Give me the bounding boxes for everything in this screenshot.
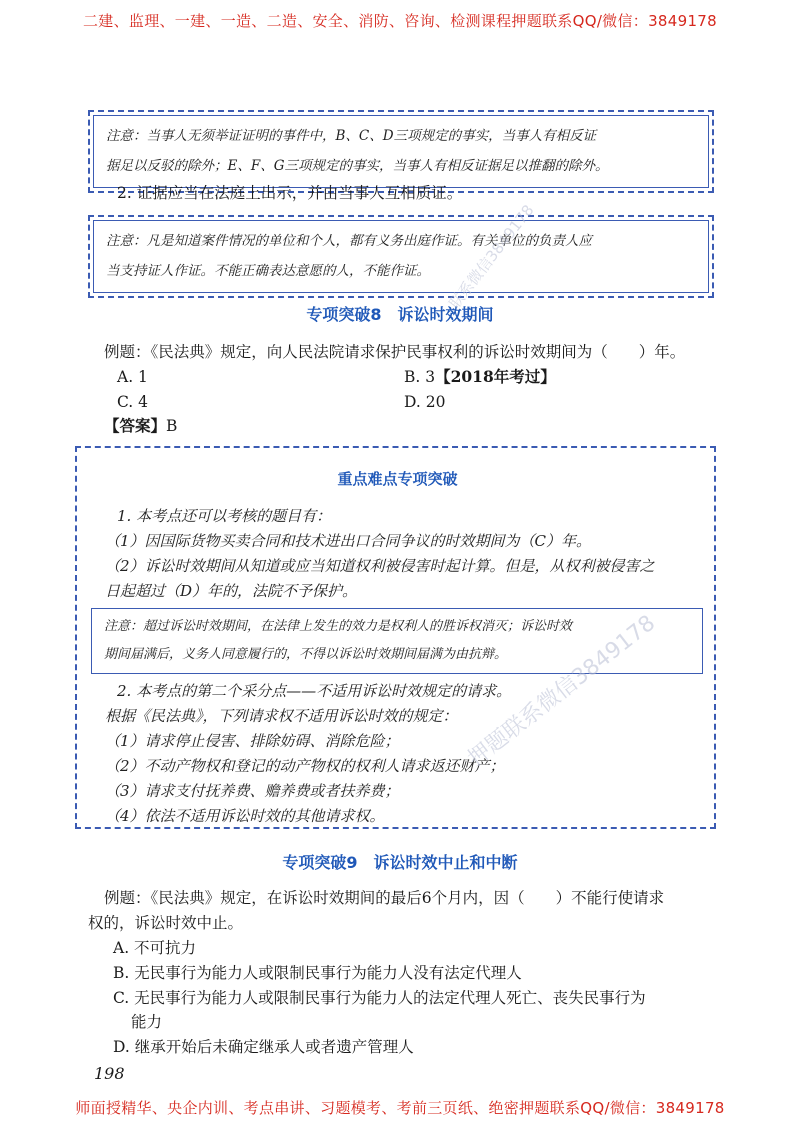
key-line-6: 根据《民法典》，下列请求权不适用诉讼时效的规定：	[105, 707, 458, 725]
section-9-option-a: A. 不可抗力	[113, 939, 197, 957]
key-line-1: 1. 本考点还可以考核的题目有：	[117, 507, 332, 525]
section-8-title: 专项突破8 诉讼时效期间	[306, 305, 494, 324]
section-9-option-c: C. 无民事行为能力人或限制民事行为能力人的法定代理人死亡、丧失民事行为	[113, 989, 646, 1007]
section-9-question-line2: 权的，诉讼时效中止。	[88, 914, 244, 932]
watermark-1: 联系微信3849178	[445, 201, 538, 313]
note-box-2	[88, 215, 714, 298]
section-9-option-d: D. 继承开始后未确定继承人或者遗产管理人	[113, 1038, 414, 1056]
bottom-banner: 师面授精华、央企内训、考点串讲、习题模考、考前三页纸、绝密押题联系QQ/微信：3849178	[75, 1099, 725, 1117]
section-9-title: 专项突破9 诉讼时效中止和中断	[282, 853, 518, 872]
note-box-1-line2: 据足以反驳的除外；E、F、G三项规定的事实，当事人有相反证据足以推翻的除外。	[106, 158, 609, 174]
section-8-option-c: C. 4	[117, 393, 149, 411]
section-9-option-b: B. 无民事行为能力人或限制民事行为能力人没有法定代理人	[113, 964, 522, 982]
limitation-note-line2: 期间届满后，义务人同意履行的，不得以诉讼时效期间届满为由抗辩。	[104, 647, 508, 662]
key-line-8: （2）不动产物权和登记的动产物权的权利人请求返还财产；	[105, 757, 505, 775]
answer-value: B	[166, 417, 178, 435]
page-number: 198	[94, 1064, 125, 1083]
key-line-9: （3）请求支付抚养费、赡养费或者扶养费；	[105, 782, 400, 800]
limitation-note-line1: 注意：超过诉讼时效期间，在法律上发生的效力是权利人的胜诉权消灭；诉讼时效	[104, 619, 573, 634]
note-box-1-line1: 注意：当事人无须举证证明的事件中，B、C、D三项规定的事实，当事人有相反证	[106, 128, 597, 144]
point-2-text: 2. 证据应当在法庭上出示，并由当事人互相质证。	[117, 184, 463, 202]
exam-tag: 【2018年考过】	[435, 367, 556, 386]
key-line-3: （2）诉讼时效期间从知道或应当知道权利被侵害时起计算。但是，从权利被侵害之	[105, 557, 655, 575]
key-line-2: （1）因国际货物买卖合同和技术进出口合同争议的时效期间为（C）年。	[105, 532, 592, 550]
top-banner: 二建、监理、一建、一造、二造、安全、消防、咨询、检测课程押题联系QQ/微信：3849178	[83, 12, 717, 30]
answer-label: 【答案】	[104, 416, 167, 435]
key-line-5: 2. 本考点的第二个采分点——不适用诉讼时效规定的请求。	[117, 682, 512, 700]
section-8-question: 例题：《民法典》规定，向人民法院请求保护民事权利的诉讼时效期间为（ ）年。	[104, 343, 686, 361]
watermark-2: 押题联系微信3849178	[463, 610, 661, 772]
key-line-7: （1）请求停止侵害、排除妨碍、消除危险；	[105, 732, 400, 750]
section-8-option-b	[404, 366, 556, 388]
section-8-answer	[104, 415, 177, 437]
note-box-2-line1: 注意：凡是知道案件情况的单位和个人，都有义务出庭作证。有关单位的负责人应	[106, 233, 592, 249]
key-line-4: 日起超过（D）年的，法院不予保护。	[105, 582, 358, 600]
section-9-option-c-cont: 能力	[131, 1013, 163, 1031]
section-9-question-line1: 例题：《民法典》规定，在诉讼时效期间的最后6个月内，因（ ）不能行使请求	[104, 889, 665, 907]
key-line-10: （4）依法不适用诉讼时效的其他请求权。	[105, 807, 385, 825]
section-8-option-b-text: B. 3	[404, 368, 436, 386]
section-8-option-d: D. 20	[404, 393, 446, 411]
note-box-1	[88, 110, 714, 193]
key-points-title: 重点难点专项突破	[337, 470, 458, 488]
section-8-option-a: A. 1	[117, 368, 148, 386]
note-box-2-line2: 当支持证人作证。不能正确表达意愿的人，不能作证。	[106, 263, 430, 279]
